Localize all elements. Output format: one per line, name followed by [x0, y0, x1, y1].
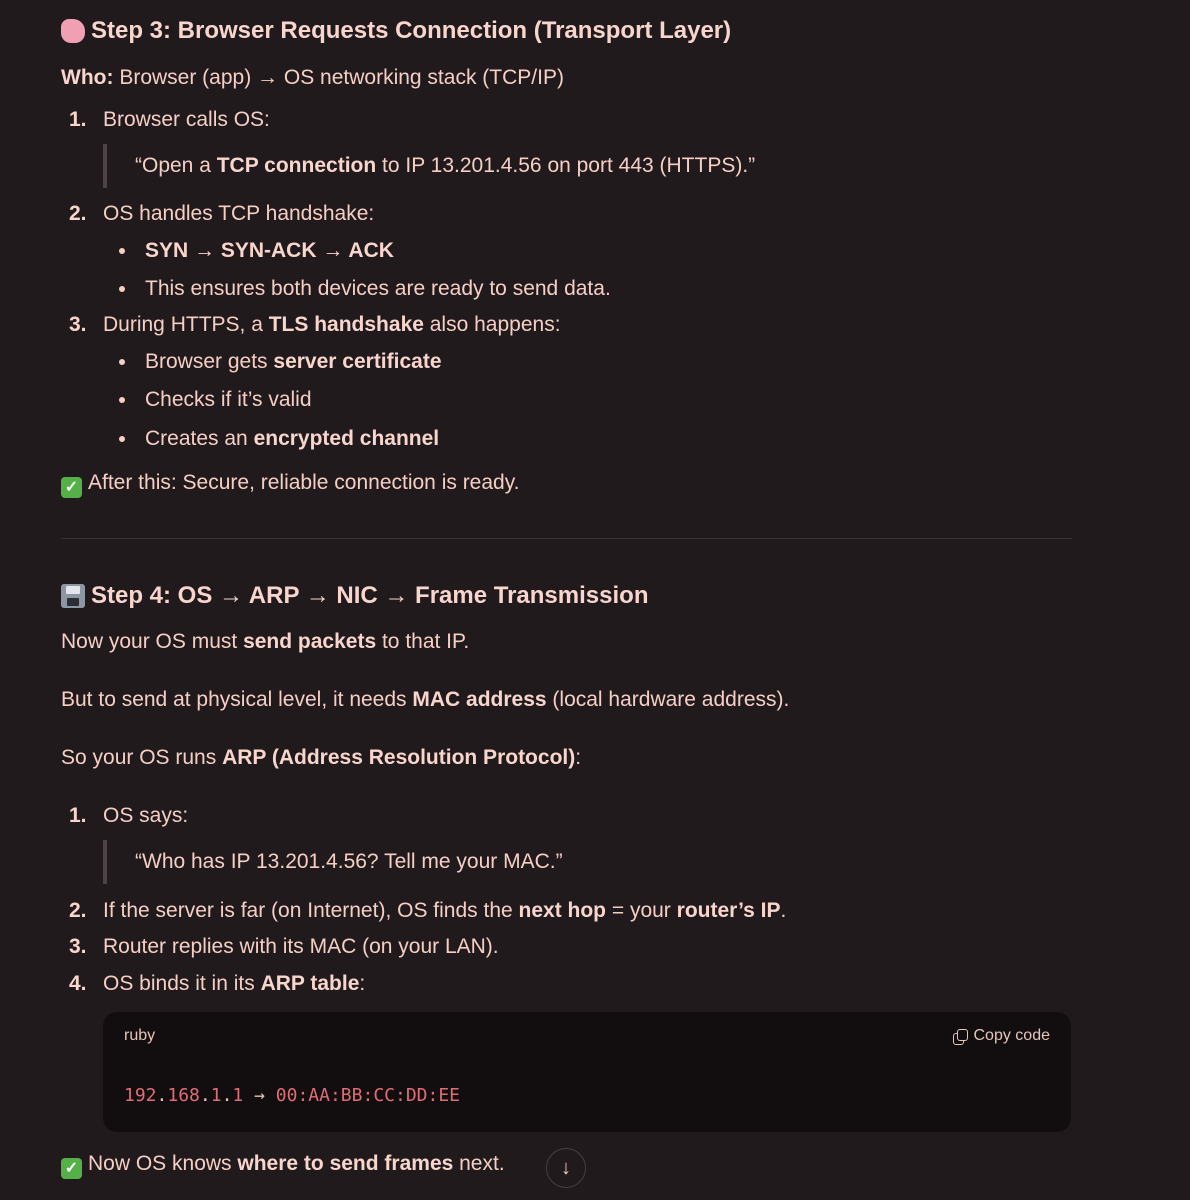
- bullet-bold: SYN → SYN-ACK → ACK: [145, 238, 394, 262]
- check-icon: ✓: [61, 1158, 82, 1179]
- code-language-label: ruby: [124, 1027, 156, 1044]
- paragraph-text: Now your OS must: [61, 630, 244, 653]
- bullet-bold: encrypted channel: [253, 426, 440, 450]
- bullet-text: This ensures both devices are ready to send data.: [145, 277, 611, 300]
- bullet-text: Checks if it’s valid: [145, 388, 312, 411]
- step4-title: Step 4: OS → ARP → NIC → Frame Transmission: [91, 582, 649, 609]
- list-bold: ARP table: [260, 972, 360, 995]
- bullet-item: [103, 273, 1072, 305]
- step4-heading: [61, 579, 648, 613]
- list-text: If the server is far (on Internet), OS finds the: [103, 899, 519, 922]
- bullet-item: [103, 423, 1072, 455]
- quote-text: “Open a: [135, 153, 217, 177]
- code-token: 1: [210, 1085, 222, 1106]
- floppy-disk-icon: [61, 584, 85, 608]
- list-item: [61, 931, 1072, 963]
- list-number: 1.: [69, 804, 87, 827]
- list-item: [61, 104, 1072, 136]
- brain-icon: [61, 19, 85, 43]
- list-bold: TLS handshake: [268, 313, 424, 336]
- who-label: Who:: [61, 66, 114, 89]
- list-number: 4.: [69, 972, 87, 995]
- bullet-item: [103, 235, 1072, 267]
- paragraph-bold: ARP (Address Resolution Protocol): [222, 746, 576, 769]
- step4-list: [61, 800, 1072, 884]
- list-text: :: [359, 972, 366, 995]
- step4-p1: [61, 626, 469, 658]
- copy-code-label: Copy code: [973, 1027, 1050, 1044]
- list-item: [61, 800, 1072, 832]
- code-dot: .: [199, 1085, 211, 1106]
- blockquote-arp: [103, 840, 1072, 884]
- paragraph-text: :: [575, 746, 582, 769]
- handshake-bullets: [103, 235, 1072, 305]
- paragraph-text: So your OS runs: [61, 746, 223, 769]
- list-text: OS handles TCP handshake:: [103, 202, 375, 225]
- bullet-text: Browser gets: [145, 349, 274, 373]
- list-number: 2.: [69, 202, 87, 225]
- section-divider: [61, 538, 1072, 539]
- list-number: 2.: [69, 899, 87, 922]
- list-text: .: [780, 899, 787, 922]
- paragraph-text: But to send at physical level, it needs: [61, 688, 413, 711]
- paragraph-text: to that IP.: [376, 630, 470, 653]
- check-icon: ✓: [61, 477, 82, 498]
- list-text: = your: [606, 899, 677, 922]
- list-text: Router replies with its MAC (on your LAN).: [103, 935, 499, 958]
- copy-icon: [953, 1029, 968, 1044]
- paragraph-text: (local hardware address).: [546, 688, 790, 711]
- paragraph-bold: MAC address: [412, 688, 547, 711]
- bullet-bold: server certificate: [273, 349, 442, 373]
- step4-item4: [61, 968, 1072, 1000]
- step3-list: [61, 104, 1072, 188]
- step3-after: [61, 467, 520, 499]
- after-text: After this: Secure, reliable connection is ready.: [88, 471, 520, 494]
- code-dot: .: [156, 1085, 168, 1106]
- step3-item2: [61, 198, 1072, 305]
- code-token: 168: [167, 1085, 200, 1106]
- step3-heading: [61, 14, 731, 48]
- list-text: also happens:: [423, 313, 561, 336]
- list-bold: next hop: [518, 899, 607, 922]
- after-text: next.: [453, 1152, 505, 1175]
- after-bold: where to send frames: [237, 1152, 454, 1175]
- list-number: 3.: [69, 313, 87, 336]
- list-text: During HTTPS, a: [103, 313, 269, 336]
- bullet-item: [103, 384, 1072, 416]
- tls-bullets: [103, 346, 1072, 455]
- list-bold: router’s IP: [676, 899, 781, 922]
- who-text: Browser (app) → OS networking stack (TCP/IP): [113, 66, 564, 89]
- bullet-item: [103, 346, 1072, 378]
- list-item: [61, 309, 1072, 454]
- code-line: [124, 1084, 460, 1108]
- bullet-text: Creates an: [145, 426, 254, 450]
- arrow-down-icon: ↓: [561, 1157, 571, 1179]
- step3-title: Step 3: Browser Requests Connection (Transport Layer): [91, 17, 732, 44]
- step4-item2: [61, 895, 1072, 927]
- code-token: 192: [124, 1085, 157, 1106]
- copy-code-button[interactable]: [953, 1024, 1051, 1048]
- list-text: OS says:: [103, 804, 189, 827]
- step4-p2: [61, 684, 789, 716]
- quote-text: to IP 13.201.4.56 on port 443 (HTTPS).”: [376, 153, 756, 177]
- code-dot: .: [221, 1085, 233, 1106]
- step3-item3: [61, 309, 1072, 454]
- code-token: 1: [232, 1085, 244, 1106]
- code-block: [103, 1012, 1071, 1132]
- list-item: [61, 895, 1072, 927]
- list-number: 3.: [69, 935, 87, 958]
- list-item: [61, 968, 1072, 1000]
- step3-who: [61, 62, 564, 94]
- after-text: Now OS knows: [88, 1152, 238, 1175]
- quote-text: “Who has IP 13.201.4.56? Tell me your MAC.”: [135, 849, 563, 873]
- list-number: 1.: [69, 108, 87, 131]
- step4-after: [61, 1148, 505, 1180]
- code-arrow: →: [254, 1085, 265, 1106]
- list-text: OS binds it in its: [103, 972, 261, 995]
- step4-item3: [61, 931, 1072, 963]
- list-item: [61, 198, 1072, 305]
- scroll-to-bottom-button[interactable]: [546, 1148, 586, 1188]
- code-token: 00:AA:BB:CC:DD:EE: [275, 1085, 461, 1106]
- step4-p3: [61, 742, 581, 774]
- blockquote-tcp: [103, 144, 1072, 188]
- quote-bold: TCP connection: [216, 153, 377, 177]
- paragraph-bold: send packets: [243, 630, 377, 653]
- list-text: Browser calls OS:: [103, 108, 270, 131]
